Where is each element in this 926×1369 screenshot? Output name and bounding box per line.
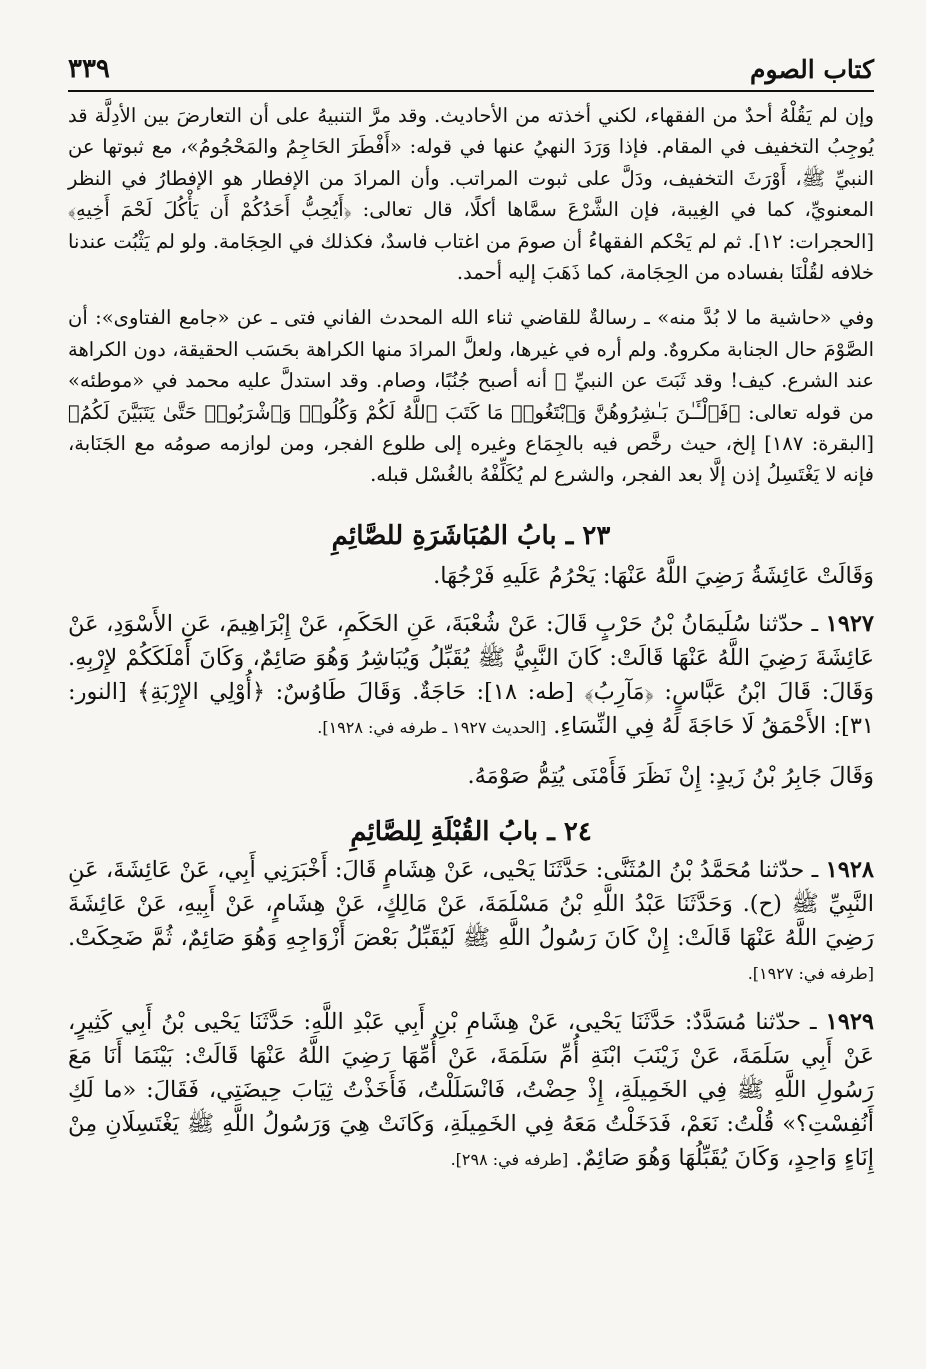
chapter-24-heading: ٢٤ ـ بابُ القُبْلَةِ لِلصَّائِمِ bbox=[350, 816, 592, 847]
page-number: ٣٣٩ bbox=[68, 54, 110, 84]
commentary-paragraph-1: وإن لم يَقُلْهُ أحدٌ من الفقهاء، لكني أخذته من الأحاديث. وقد مرَّ التنبيهُ على أن التعارضَ بين الأدِلَّة قد يُوجِبُ التخفيف في المقام. فإذا وَرَدَ النهيُ عنها في قوله: «أَفْطَرَ الحَاجِمُ والمَحْجُومُ»، مع ثبوتها عن النبيِّ ﷺ، أَوْرَثَ التخفيف، ودَلَّ على ثبوت المراتب. وأن المرادَ من الإفطار هو الإفطارُ في النظر المعنويِّ، كما في الغِيبة، فإن الشَّرْعَ سمَّاها أكلًا، قال تعالى: ﴿أَيُحِبُّ أَحَدُكُمْ أَن يَأْكُلَ لَحْمَ أَخِيهِ﴾ [الحجرات: ١٢]. ثم لم يَحْكم الفقهاءُ أن صومَ من اغتاب فاسدٌ، فكذلك في الحِجَامة. ولو لم يَثْبُت عندنا خلافه لقُلْنَا بفساده من الحِجَامة، كما ذَهَبَ إليه أحمد. bbox=[68, 104, 874, 285]
book-title: كتاب الصوم bbox=[750, 55, 874, 84]
hadith-reference: [الحديث ١٩٢٧ ـ طرفه في: ١٩٢٨]. bbox=[317, 717, 547, 737]
hadith-reference: [طرفه في: ٢٩٨]. bbox=[450, 1149, 569, 1169]
hadith-number: ١٩٢٨ bbox=[825, 856, 874, 883]
chapter-23-closing: وَقَالَ جَابِرُ بْنُ زَيدٍ: إِنْ نَظَرَ فَأَمْنَى يُتِمُّ صَوْمَهُ. bbox=[467, 762, 874, 789]
hadith-reference: [طرفه في: ١٩٢٧]. bbox=[747, 963, 874, 983]
hadith-1927 bbox=[68, 607, 874, 745]
chapter-23-intro: وَقَالَتْ عَائِشَةُ رَضِيَ اللَّهُ عَنْهَا: يَحْرُمُ عَلَيهِ فَرْجُهَا. bbox=[433, 562, 874, 589]
commentary-paragraph-2: وفي «حاشية ما لا بُدَّ منه» ـ رسالةٌ للقاضي ثناء الله المحدث الفاني فتى ـ عن «جامع الفتاوى»: أن الصَّوْمَ حال الجنابة مكروهٌ. ولم أره في غيرها، ولعلَّ المرادَ منها الكراهة بحَسَب الحقيقة، دون الكراهة عند الشرع. كيف! وقد ثَبَتَ عن النبيِّ ﷺ أنه أصبح جُنُبًا، وصام. وقد استدلَّ عليه محمد في «موطئه» من قوله تعالى: ﴿فَٱلْـَٔـٰنَ بَـٰشِرُوهُنَّ وَٱبْتَغُوا۟ مَا كَتَبَ ٱللَّهُ لَكُمْ وَكُلُوا۟ وَٱشْرَبُوا۟ حَتَّىٰ يَتَبَيَّنَ لَكُمُ﴾ [البقرة: ١٨٧] إلخ، حيث رخَّص فيه بالجِمَاع وغيره إلى طلوع الفجر، ومن لوازمه صومُه مع الجَنَابة، فإنه لا يَغْتَسِلُ إذن إلَّا بعد الفجر، والشرع لم يُكَلِّفْهُ بالغُسْل قبله. bbox=[68, 306, 875, 487]
hadith-1928 bbox=[68, 853, 874, 991]
page-header bbox=[68, 0, 874, 92]
hadith-number: ١٩٢٧ bbox=[825, 610, 874, 637]
hadith-text: ـ حدّثنا سُلَيمَانُ بْنُ حَرْبٍ قَالَ: عَنْ شُعْبَةَ، عَنِ الحَكَمِ، عَنْ إِبْرَاهِيمَ، عَنِ الأَسْوَدِ، عَنْ عَائِشَةَ رَضِيَ اللَّهُ عَنْهَا قَالَتْ: كَانَ النَّبِيُّ ﷺ يُقَبِّلُ وَيُبَاشِرُ وَهُوَ صَائِمٌ، وَكَانَ أَمْلَكَكُمْ لإِرْبِهِ. وَقَالَ: قَالَ ابْنُ عَبَّاسٍ: ﴿مَآرِبُ﴾ [طه: ١٨]: حَاجَةٌ. وَقَالَ طَاوُسٌ: ﴿أُوْلِي الإِرْبَةِ﴾ [النور: ٣١]: الأَحْمَقُ لَا حَاجَةَ لَهُ فِي النِّسَاءِ. bbox=[68, 610, 874, 739]
hadith-text: ـ حدّثنا مُسَدَّدٌ: حَدَّثَنَا يَحْيى، عَنْ هِشَامِ بْنِ أَبِي عَبْدِ اللَّهِ: حَدَّثَنَا يَحْيى بْنُ أَبِي كَثِيرٍ، عَنْ أَبِي سَلَمَةَ، عَنْ زَيْنَبَ ابْنَةِ أُمِّ سَلَمَةَ، عَنْ أُمِّهَا رَضِيَ اللَّهُ عَنْهَا قَالَتْ: بَيْنَمَا أَنَا مَعَ رَسُولِ اللَّهِ ﷺ فِي الخَمِيلَةِ، إِذْ حِضْتُ، فَانْسَلَلْتُ، فَأَخَذْتُ ثِيَابَ حِيضَتِي، فَقَالَ: «ما لَكِ أَنُفِسْتِ؟» قُلْتُ: نَعَمْ، فَدَخَلْتُ مَعَهُ فِي الخَمِيلَةِ، وَكَانَتْ هِيَ وَرَسُولُ اللَّهِ ﷺ يَغْتَسِلَانِ مِنْ إِنَاءٍ وَاحِدٍ، وَكَانَ يُقَبِّلُهَا وَهُوَ صَائِمٌ. bbox=[68, 1008, 874, 1171]
hadith-text: ـ حدّثنا مُحَمَّدُ بْنُ المُثَنَّى: حَدَّثَنَا يَحْيى، عَنْ هِشَامٍ قَالَ: أَخْبَرَنِي أَبِي، عَنْ عَائِشَةَ، عَنِ النَّبِيِّ ﷺ (ح). وَحَدَّثَنَا عَبْدُ اللَّهِ بْنُ مَسْلَمَةَ، عَنْ مَالِكٍ، عَنْ هِشَامٍ، عَنْ أَبِيهِ، عَنْ عَائِشَةَ رَضِيَ اللَّهُ عَنْهَا قَالَتْ: إِنْ كَانَ رَسُولُ اللَّهِ ﷺ لَيُقَبِّلُ بَعْضَ أَزْوَاجِهِ وَهُوَ صَائِمٌ، ثُمَّ ضَحِكَتْ. bbox=[68, 856, 874, 951]
hadith-1929 bbox=[68, 1005, 874, 1177]
chapter-23-heading: ٢٣ ـ بابُ المُبَاشَرَةِ للصَّائِمِ bbox=[331, 520, 611, 551]
hadith-number: ١٩٢٩ bbox=[825, 1008, 874, 1035]
